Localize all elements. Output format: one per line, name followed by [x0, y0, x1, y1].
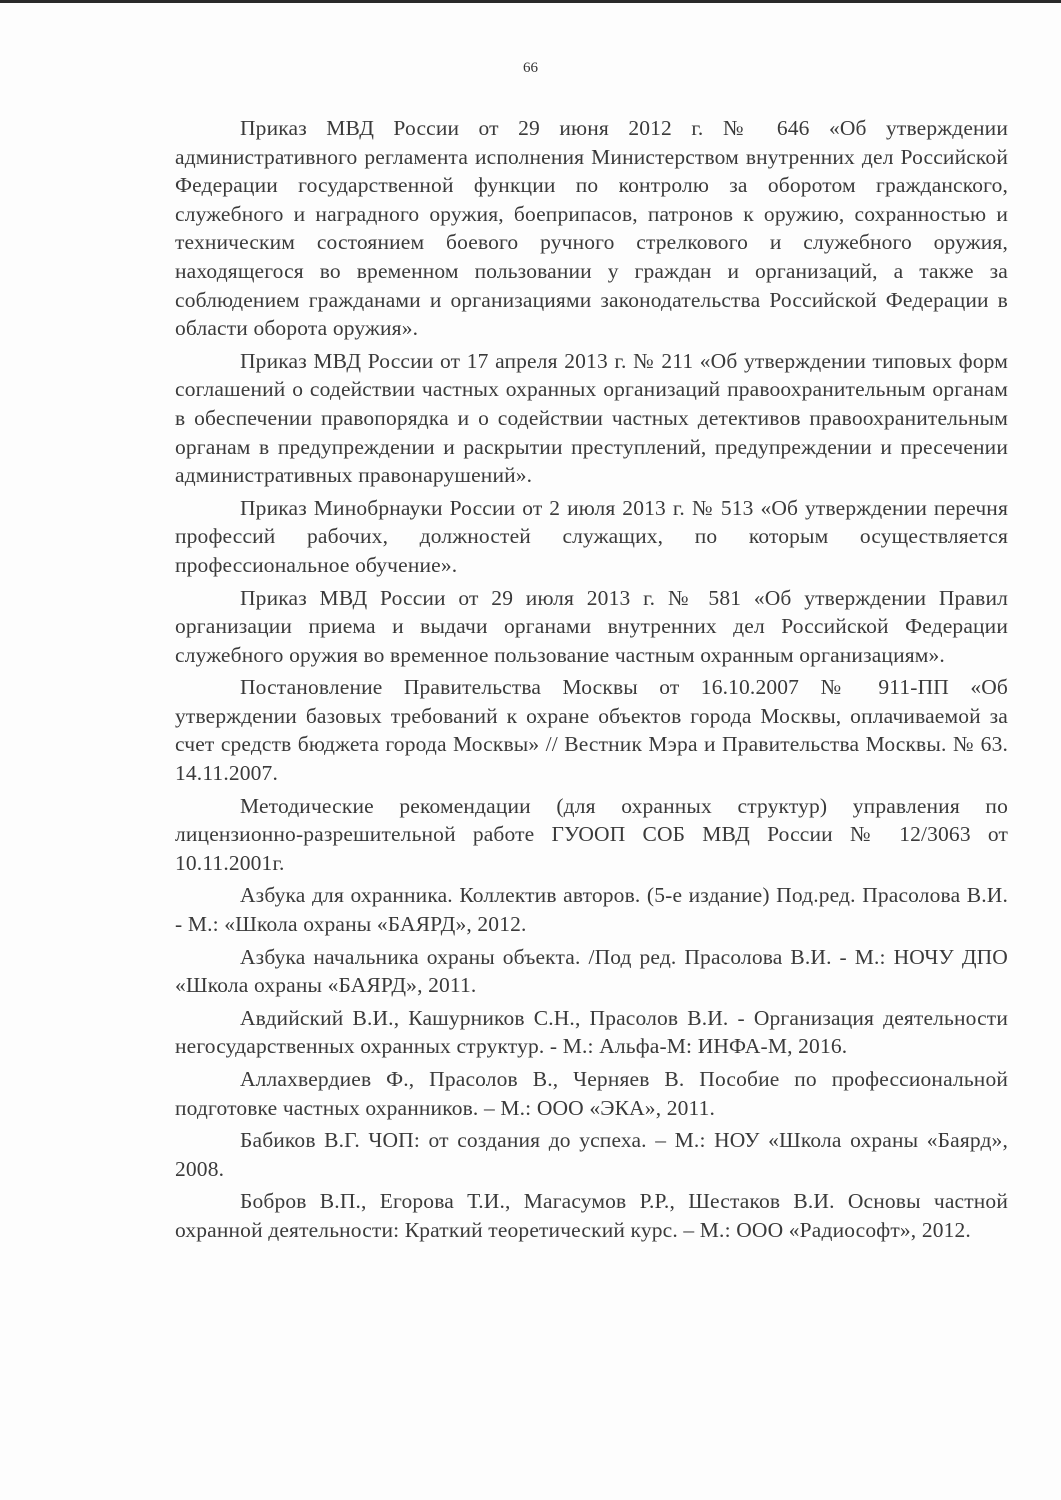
reference-entry: Приказ МВД России от 29 июля 2013 г. № 581 «Об утверждении Правил организации приема и выдачи органами внутренних дел Российской Федерации служебного оружия во временное пользование частным охранным организациям».	[175, 585, 1008, 667]
reference-entry: Приказ МВД России от 29 июня 2012 г. № 646 «Об утверждении административного регламента исполнения Министерством внутренних дел Российской Федерации государственной функции по контролю за оборотом гражданского, служебного и наградного оружия, боеприпасов, патронов к оружию, сохранностью и техническим состоянием боевого ручного стрелкового и служебного оружия, находящегося во временном пользовании у граждан и организаций, а также за соблюдением гражданами и организациями законодательства Российской Федерации в области оборота оружия».	[175, 116, 1008, 341]
scan-top-edge	[0, 0, 1061, 3]
reference-entry: Бобров В.П., Егорова Т.И., Магасумов Р.Р., Шестаков В.И. Основы частной охранной деятельности: Краткий теоретический курс. – М.: ООО «Радиософт», 2012.	[175, 1189, 1008, 1242]
page-number: 66	[523, 60, 538, 76]
reference-entry: Приказ Минобрнауки России от 2 июля 2013 г. № 513 «Об утверждении перечня профессий рабочих, должностей служащих, по которым осуществляется профессиональное обучение».	[175, 495, 1008, 577]
bibliography-list	[175, 114, 1008, 1249]
reference-entry: Аллахвердиев Ф., Прасолов В., Черняев В. Пособие по профессиональной подготовке частных охранников. – М.: ООО «ЭКА», 2011.	[175, 1067, 1008, 1120]
reference-entry: Постановление Правительства Москвы от 16.10.2007 № 911-ПП «Об утверждении базовых требований к охране объектов города Москвы, оплачиваемой за счет средств бюджета города Москвы» // Вестник Мэра и Правительства Москвы. № 63. 14.11.2007.	[175, 675, 1008, 786]
reference-entry: Приказ МВД России от 17 апреля 2013 г. № 211 «Об утверждении типовых форм соглашений о содействии частных охранных организаций правоохранительным органам в обеспечении правопорядка и о содействии частных детективов правоохранительным органам в предупреждении и раскрытии преступлений, предупреждении и пресечении административных правонарушений».	[175, 348, 1008, 488]
reference-entry: Азбука для охранника. Коллектив авторов. (5-е издание) Под.ред. Прасолова В.И. - М.: «Школа охраны «БАЯРД», 2012.	[175, 883, 1008, 937]
reference-entry: Авдийский В.И., Кашурников С.Н., Прасолов В.И. - Организация деятельности негосударственных охранных структур. - М.: Альфа-М: ИНФА-М, 2016.	[175, 1005, 1008, 1059]
reference-entry: Методические рекомендации (для охранных структур) управления по лицензионно-разрешительной работе ГУООП СОБ МВД России № 12/3063 от 10.11.2001г.	[175, 793, 1008, 875]
reference-entry: Бабиков В.Г. ЧОП: от создания до успеха. – М.: НОУ «Школа охраны «Баярд», 2008.	[175, 1128, 1008, 1181]
reference-entry: Азбука начальника охраны объекта. /Под ред. Прасолова В.И. - М.: НОЧУ ДПО «Школа охраны «БАЯРД», 2011.	[175, 944, 1008, 998]
